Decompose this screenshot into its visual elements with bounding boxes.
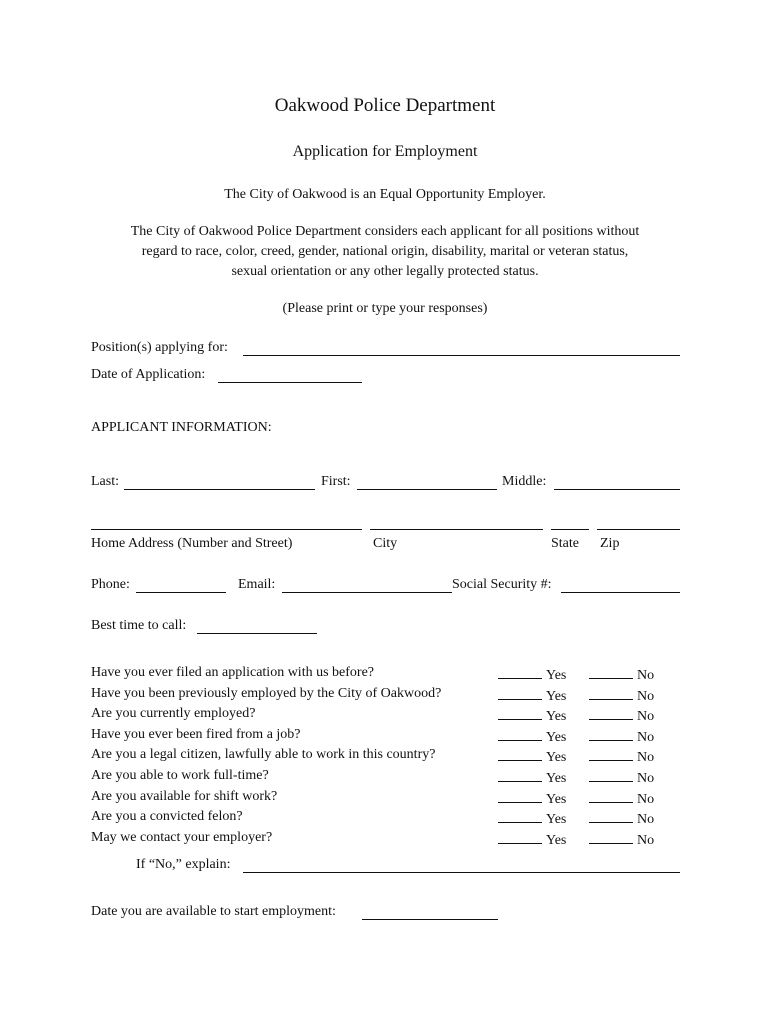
- state-label: State: [551, 536, 579, 551]
- explain-field[interactable]: [243, 872, 680, 873]
- last-name-field[interactable]: [124, 489, 315, 490]
- last-name-label: Last:: [91, 474, 119, 489]
- no-option[interactable]: [589, 830, 654, 849]
- no-label: No: [637, 730, 655, 745]
- yes-label: Yes: [546, 689, 567, 704]
- yes-blank[interactable]: [498, 830, 542, 844]
- no-option[interactable]: [589, 789, 654, 808]
- zip-field[interactable]: [597, 529, 680, 530]
- no-label: No: [637, 668, 655, 683]
- email-label: Email:: [238, 577, 276, 592]
- question-text: Have you been previously employed by the City of Oakwood?: [91, 686, 442, 701]
- yes-blank[interactable]: [498, 706, 542, 720]
- yes-option[interactable]: [498, 768, 566, 787]
- first-name-label: First:: [321, 474, 351, 489]
- explain-label: If “No,” explain:: [136, 857, 231, 872]
- question-text: Have you ever filed an application with us before?: [91, 665, 375, 680]
- yes-blank[interactable]: [498, 665, 542, 679]
- no-option[interactable]: [589, 686, 654, 705]
- ssn-field[interactable]: [561, 592, 680, 593]
- phone-field[interactable]: [136, 592, 226, 593]
- position-field[interactable]: [243, 355, 680, 356]
- instructions: (Please print or type your responses): [282, 301, 488, 316]
- no-blank[interactable]: [589, 789, 633, 803]
- no-label: No: [637, 833, 655, 848]
- no-blank[interactable]: [589, 727, 633, 741]
- policy-line-1: The City of Oakwood Police Department considers each applicant for all positions without: [130, 224, 640, 239]
- question-text: Are you currently employed?: [91, 706, 256, 721]
- no-blank[interactable]: [589, 830, 633, 844]
- no-label: No: [637, 689, 655, 704]
- start-date-label: Date you are available to start employment:: [91, 904, 336, 919]
- yes-label: Yes: [546, 792, 567, 807]
- phone-label: Phone:: [91, 577, 130, 592]
- yes-blank[interactable]: [498, 686, 542, 700]
- yes-label: Yes: [546, 668, 567, 683]
- yes-option[interactable]: [498, 665, 566, 684]
- yes-blank[interactable]: [498, 789, 542, 803]
- no-blank[interactable]: [589, 809, 633, 823]
- section-title: APPLICANT INFORMATION:: [91, 420, 272, 435]
- yes-option[interactable]: [498, 706, 566, 725]
- position-label: Position(s) applying for:: [91, 340, 228, 355]
- no-blank[interactable]: [589, 665, 633, 679]
- no-option[interactable]: [589, 747, 654, 766]
- state-field[interactable]: [551, 529, 589, 530]
- no-label: No: [637, 709, 655, 724]
- no-option[interactable]: [589, 665, 654, 684]
- no-blank[interactable]: [589, 706, 633, 720]
- yes-label: Yes: [546, 750, 567, 765]
- home-address-field[interactable]: [91, 529, 362, 530]
- yes-label: Yes: [546, 833, 567, 848]
- yes-blank[interactable]: [498, 768, 542, 782]
- form-subtitle: Application for Employment: [292, 143, 478, 160]
- yes-label: Yes: [546, 771, 567, 786]
- yes-option[interactable]: [498, 789, 566, 808]
- question-text: Have you ever been fired from a job?: [91, 727, 301, 742]
- yes-option[interactable]: [498, 727, 566, 746]
- date-of-application-label: Date of Application:: [91, 367, 206, 382]
- first-name-field[interactable]: [357, 489, 497, 490]
- zip-label: Zip: [600, 536, 620, 551]
- question-text: Are you able to work full-time?: [91, 768, 269, 783]
- middle-name-field[interactable]: [554, 489, 680, 490]
- yes-option[interactable]: [498, 747, 566, 766]
- question-text: Are you available for shift work?: [91, 789, 278, 804]
- question-text: May we contact your employer?: [91, 830, 273, 845]
- no-blank[interactable]: [589, 768, 633, 782]
- no-label: No: [637, 812, 655, 827]
- no-label: No: [637, 771, 655, 786]
- no-blank[interactable]: [589, 686, 633, 700]
- no-label: No: [637, 750, 655, 765]
- yes-option[interactable]: [498, 809, 566, 828]
- date-of-application-field[interactable]: [218, 382, 362, 383]
- no-option[interactable]: [589, 706, 654, 725]
- yes-blank[interactable]: [498, 809, 542, 823]
- yes-option[interactable]: [498, 686, 566, 705]
- best-time-label: Best time to call:: [91, 618, 187, 633]
- no-blank[interactable]: [589, 747, 633, 761]
- ssn-label: Social Security #:: [452, 577, 552, 592]
- city-label: City: [373, 536, 398, 551]
- policy-line-2: regard to race, color, creed, gender, national origin, disability, marital or veteran status,: [141, 244, 629, 259]
- form-title: Oakwood Police Department: [274, 95, 496, 116]
- policy-line-3: sexual orientation or any other legally protected status.: [231, 264, 539, 279]
- question-text: Are you a convicted felon?: [91, 809, 243, 824]
- yes-label: Yes: [546, 812, 567, 827]
- no-option[interactable]: [589, 768, 654, 787]
- question-text: Are you a legal citizen, lawfully able to work in this country?: [91, 747, 436, 762]
- yes-blank[interactable]: [498, 747, 542, 761]
- start-date-field[interactable]: [362, 919, 498, 920]
- no-label: No: [637, 792, 655, 807]
- yes-label: Yes: [546, 730, 567, 745]
- city-field[interactable]: [370, 529, 543, 530]
- yes-blank[interactable]: [498, 727, 542, 741]
- no-option[interactable]: [589, 809, 654, 828]
- middle-name-label: Middle:: [502, 474, 547, 489]
- yes-option[interactable]: [498, 830, 566, 849]
- eoe-statement: The City of Oakwood is an Equal Opportunity Employer.: [224, 187, 546, 202]
- no-option[interactable]: [589, 727, 654, 746]
- home-address-label: Home Address (Number and Street): [91, 536, 293, 551]
- email-field[interactable]: [282, 592, 452, 593]
- best-time-field[interactable]: [197, 633, 317, 634]
- yes-label: Yes: [546, 709, 567, 724]
